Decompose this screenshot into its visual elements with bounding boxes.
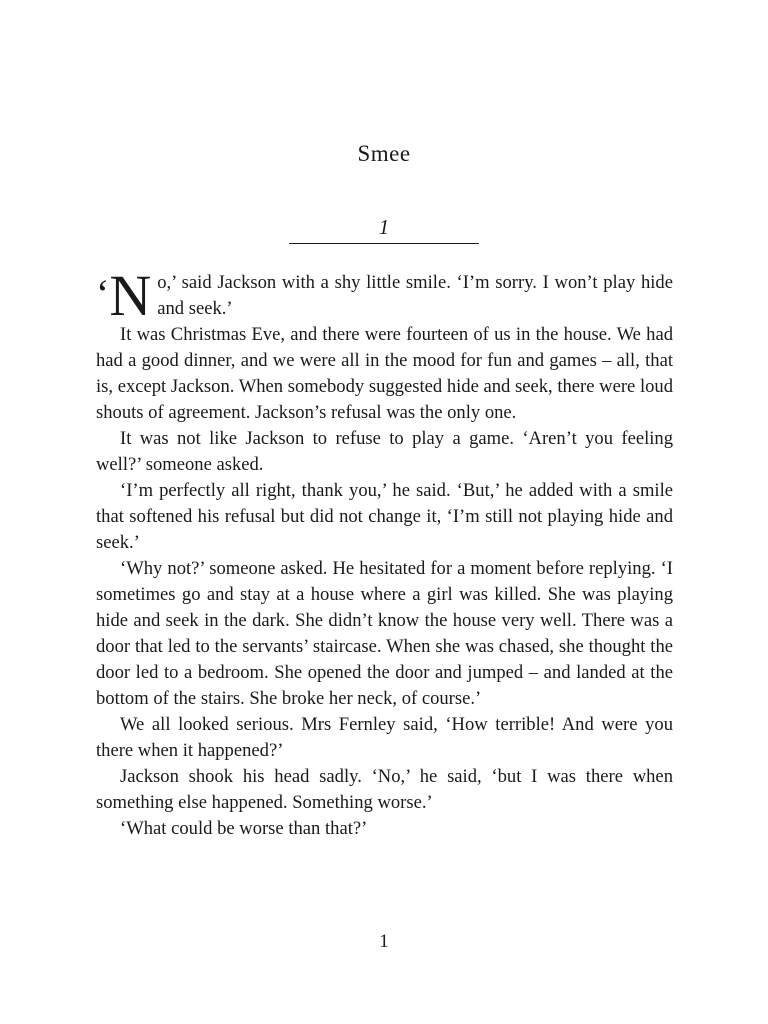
paragraph: Jackson shook his head sadly. ‘No,’ he said, ‘but I was there when something else happened. Something worse.’: [96, 766, 673, 813]
chapter-number: 1: [378, 215, 390, 239]
paragraph: ‘What could be worse than that?’: [120, 818, 368, 839]
chapter-divider: [289, 243, 479, 244]
drop-cap: [96, 263, 152, 328]
paragraph: It was not like Jackson to refuse to play a game. ‘Aren’t you feeling well?’ someone asked.: [96, 428, 673, 475]
story-title: Smee: [357, 141, 411, 166]
page-number: 1: [379, 931, 389, 952]
paragraph: We all looked serious. Mrs Fernley said, ‘How terrible! And were you there when it happened?’: [96, 714, 673, 761]
paragraph: ‘I’m perfectly all right, thank you,’ he said. ‘But,’ he added with a smile that softened his refusal but did not change it, ‘I’m still not playing hide and seek.’: [96, 480, 673, 553]
story-text: [96, 263, 673, 842]
drop-cap-quote: ‘: [96, 271, 110, 316]
paragraph: It was Christmas Eve, and there were fourteen of us in the house. We had had a good dinner, and we were all in the mood for fun and games – all, that is, except Jackson. When somebody suggested hide and seek, there were loud shouts of agreement. Jackson’s refusal was the only one.: [96, 324, 673, 423]
paragraph: [96, 263, 673, 328]
paragraph: ‘Why not?’ someone asked. He hesitated for a moment before replying. ‘I sometimes go and stay at a house where a girl was killed. She was playing hide and seek in the dark. She didn’t know the house very well. There was a door that led to the servants’ staircase. When she was chased, she thought the door led to a bedroom. She opened the door and jumped – and landed at the bottom of the stairs. She broke her neck, of course.’: [96, 558, 673, 709]
paragraph-text: o,’ said Jackson with a shy little smile. ‘I’m sorry. I won’t play hide and seek.’: [157, 272, 673, 319]
drop-cap-letter: N: [109, 263, 152, 328]
